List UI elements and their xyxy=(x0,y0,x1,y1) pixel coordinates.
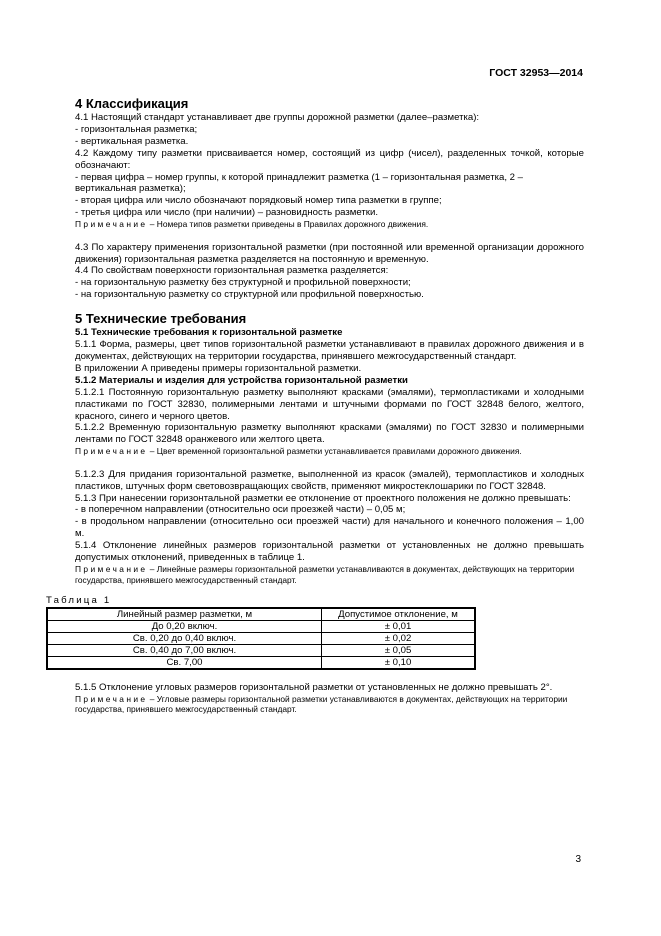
table-header: Линейный размер разметки, м xyxy=(47,608,322,621)
paragraph: 5.1.1 Форма, размеры, цвет типов горизонтальной разметки устанавливают в правилах дорожного движения и в документах, действующих на территории государства, принявшего межгосударственный стандарт. xyxy=(75,339,584,362)
paragraph: 5.1.2.2 Временную горизонтальную разметку выполняют красками (эмалями) по ГОСТ 32830 и полимерными лентами по ГОСТ 32848 оранжевого или желтого цвета. xyxy=(75,422,584,446)
note xyxy=(75,694,584,715)
paragraph: 4.4 По свойствам поверхности горизонтальная разметка разделяется: xyxy=(75,265,389,277)
paragraph: 4.1 Настоящий стандарт устанавливает две группы дорожной разметки (далее–разметка): xyxy=(75,112,480,123)
note-text: – Цвет временной горизонтальной разметки устанавливается правилами дорожного движения. xyxy=(147,446,522,457)
note-text: – Линейные размеры горизонтальной разметки устанавливаются в документах, действующих на территории государства, принявшего межгосударственный стандарт. xyxy=(75,564,575,585)
table-cell: Св. 7,00 xyxy=(47,656,322,669)
table-cell: Св. 0,40 до 7,00 включ. xyxy=(47,644,322,656)
paragraph: 5.1.4 Отклонение линейных размеров горизонтальной разметки от установленных не должно превышать допустимых отклонений, приведенных в таблице 1. xyxy=(75,540,584,564)
paragraph: 5.1.3 При нанесении горизонтальной разметки ее отклонение от проектного положения не должно превышать: xyxy=(75,492,571,504)
section-4-title: 4 Классификация xyxy=(75,96,189,111)
table-row xyxy=(47,656,475,669)
note xyxy=(75,564,584,585)
list-item: - третья цифра или число (при наличии) – разновидность разметки. xyxy=(75,207,379,219)
note-label: Примечание xyxy=(75,564,148,574)
table-cell: Св. 0,20 до 0,40 включ. xyxy=(47,632,322,644)
list-item: - вертикальная разметка. xyxy=(75,135,189,147)
table-cell: ± 0,02 xyxy=(322,632,476,644)
paragraph: В приложении А приведены примеры горизонтальной разметки. xyxy=(75,362,362,374)
list-item: - в продольном направлении (относительно оси проезжей части) для начального и конечного положения – 1,00 м. xyxy=(75,516,584,540)
subsection-title: 5.1 Технические требования к горизонтальной разметке xyxy=(75,327,343,339)
table-caption: Таблица 1 xyxy=(46,595,112,606)
paragraph: 5.1.5 Отклонение угловых размеров горизонтальной разметки от установленных не должно превышать 2°. xyxy=(75,681,553,693)
section-5-title: 5 Технические требования xyxy=(75,311,247,327)
table-row xyxy=(47,620,475,632)
list-item: - на горизонтальную разметку со структурной или профильной поверхностью. xyxy=(75,289,424,301)
note-text: – Угловые размеры горизонтальной разметки устанавливаются в документах, действующих на территории государства, принявшего межгосударственный стандарт. xyxy=(75,693,568,715)
paragraph: 4.2 Каждому типу разметки присваивается номер, состоящий из цифр (чисел), разделенных точкой, которые обозначают: xyxy=(75,147,584,171)
table-cell: ± 0,01 xyxy=(322,620,476,632)
note-label: Примечание xyxy=(75,219,148,230)
page-content xyxy=(46,96,584,715)
note-text: – Номера типов разметки приведены в Правилах дорожного движения. xyxy=(147,219,429,230)
table-cell: ± 0,10 xyxy=(322,656,476,669)
list-item: - на горизонтальную разметку без структурной и профильной поверхности; xyxy=(75,277,411,289)
list-item: - вторая цифра или число обозначают порядковый номер типа разметки в группе; xyxy=(75,195,442,207)
table-cell: ± 0,05 xyxy=(322,644,476,656)
paragraph: 5.1.2.1 Постоянную горизонтальную разметку выполняют красками (эмалями), термопластиками и холодными пластиками по ГОСТ 32830, полимерными лентами и штучными формами по ГОСТ 32848 белого, желтого, красного, синего и черного цветов. xyxy=(75,386,584,422)
tolerance-table xyxy=(46,607,476,670)
page-number: 3 xyxy=(575,854,581,865)
note-label: Примечание xyxy=(75,446,148,457)
note xyxy=(75,446,584,457)
note xyxy=(75,219,584,230)
list-item: - горизонтальная разметка; xyxy=(75,123,198,135)
document-header: ГОСТ 32953—2014 xyxy=(489,67,583,79)
table-row xyxy=(47,644,475,656)
note-label: Примечание xyxy=(75,693,148,704)
list-item: - первая цифра – номер группы, к которой принадлежит разметка (1 – горизонтальная разметка, 2 – вертикальная разметка); xyxy=(75,171,524,195)
table-header: Допустимое отклонение, м xyxy=(322,608,476,621)
table-cell: До 0,20 включ. xyxy=(47,620,322,632)
list-item: - в поперечном направлении (относительно оси проезжей части) – 0,05 м; xyxy=(75,504,406,516)
paragraph: 4.3 По характеру применения горизонтальной разметки (при постоянной или временной организации дорожного движения) горизонтальная разметка разделяется на постоянную и временную. xyxy=(75,241,584,265)
subsection-title: 5.1.2 Материалы и изделия для устройства горизонтальной разметки xyxy=(75,374,408,386)
table-header-row xyxy=(47,608,475,621)
paragraph: 5.1.2.3 Для придания горизонтальной разметке, выполненной из красок (эмалей), термопластиков и холодных пластиков, штучных форм световозвращающих свойств, применяют микростеклошарики по ГОСТ 32848. xyxy=(75,468,584,492)
table-row xyxy=(47,632,475,644)
